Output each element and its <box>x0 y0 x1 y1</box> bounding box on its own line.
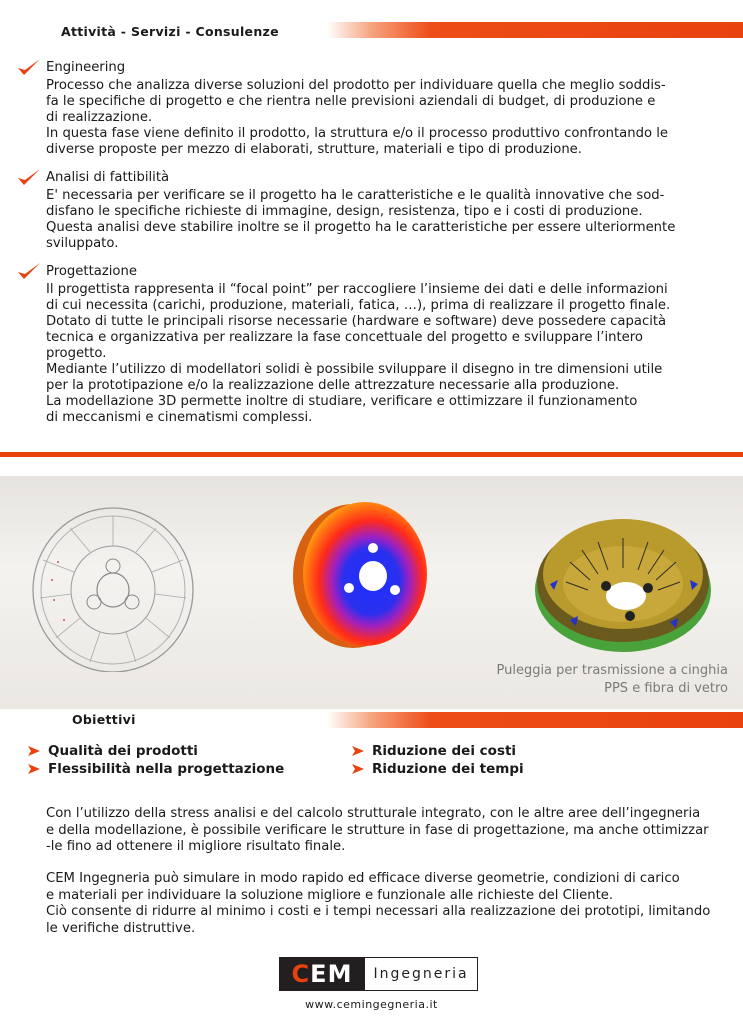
pulley-stress-analysis-image <box>285 492 435 657</box>
section-title: Engineering <box>46 60 126 75</box>
objective-item: Flessibilità nella progettazione <box>28 760 284 778</box>
gallery-caption <box>496 662 728 698</box>
closing-paragraph-2: CEM Ingegneria può simulare in modo rapido ed efficace diverse geometrie, condizioni di carico e materiali per individuare la soluzione migliore e funzionale alle richieste del Cliente. Ciò consente di ridurre al minimo i costi e i tempi necessari alla realizzazione dei prototipi, limitando le verifiche distruttive. <box>46 871 711 936</box>
arrow-right-icon <box>28 746 40 756</box>
logo-wordmark: Ingegneria <box>365 957 478 991</box>
section-title: Analisi di fattibilità <box>46 170 170 185</box>
pulley-gallery <box>0 476 743 709</box>
section-body: E' necessaria per verificare se il progetto ha le caratteristiche e le qualità innovative che sod- disfano le specifiche richieste di immagine, design, resistenza, tipo e i costi di produzione. Questa analisi deve stabilire inoltre se il progetto ha le caratteristiche per essere ulteriormente sviluppato. <box>46 188 676 251</box>
arrow-right-icon <box>352 764 364 774</box>
section-design <box>16 264 716 426</box>
caption-line-2: PPS e fibra di vetro <box>604 681 728 696</box>
objectives-list-left <box>28 742 284 778</box>
section-divider <box>0 452 743 457</box>
objective-item: Qualità dei prodotti <box>28 742 284 760</box>
section-body: Processo che analizza diverse soluzioni del prodotto per individuare quella che meglio soddis- fa le specifiche di progetto e che rientra nelle previsioni aziendali di budget, di produzione e di realizzazione. In questa fase viene definito il prodotto, la struttura e/o il processo produttivo confrontando le diverse proposte per mezzo di elaborati, strutture, materiali e tipo di produzione. <box>46 78 669 157</box>
pulley-model-image <box>530 492 716 662</box>
check-icon <box>16 58 42 78</box>
section-title: Progettazione <box>46 264 137 279</box>
caption-line-1: Puleggia per trasmissione a cinghia <box>496 663 728 678</box>
section-engineering <box>16 60 716 158</box>
logo-mark: C EM <box>279 957 365 991</box>
arrow-right-icon <box>28 764 40 774</box>
section-body: Il progettista rappresenta il “focal point” per raccogliere l’insieme dei dati e delle informazioni di cui necessita (carichi, produzione, materiali, fatica, …), prima di realizzare il progetto finale. Dotato di tutte le principali risorse necessarie (hardware e software) deve possedere capacità tecnica e organizzativa per realizzare la fase concettuale del progetto e sviluppare l’intero progetto. Mediante l’utilizzo di modellatori solidi è possibile sviluppare il disegno in tre dimensioni utile per la prototipazione e/o la realizzazione delle attrezzature necessarie alla produzione. La modellazione 3D permette inoltre di studiare, verificare e ottimizzare il funzionamento di meccanismi e cinematismi complessi. <box>46 282 671 425</box>
objective-item: Riduzione dei costi <box>352 742 524 760</box>
objective-item: Riduzione dei tempi <box>352 760 524 778</box>
closing-paragraph-1: Con l’utilizzo della stress analisi e del calcolo strutturale integrato, con le altre aree dell’ingegneria e della modellazione, è possibile verificare le strutture in fase di progettazione, ma anche ottimizzar -le fino ad ottenere il migliore risultato finale. <box>46 806 709 854</box>
check-icon <box>16 262 42 282</box>
objectives-list-right <box>352 742 524 778</box>
arrow-right-icon <box>352 746 364 756</box>
website-link[interactable]: www.cemingegneria.it <box>305 998 438 1011</box>
pulley-wireframe-image <box>28 502 198 672</box>
company-logo <box>279 957 478 991</box>
objectives-title: Obiettivi <box>72 712 136 727</box>
section-feasibility <box>16 170 716 252</box>
header-title: Attività - Servizi - Consulenze <box>61 24 279 39</box>
check-icon <box>16 168 42 188</box>
